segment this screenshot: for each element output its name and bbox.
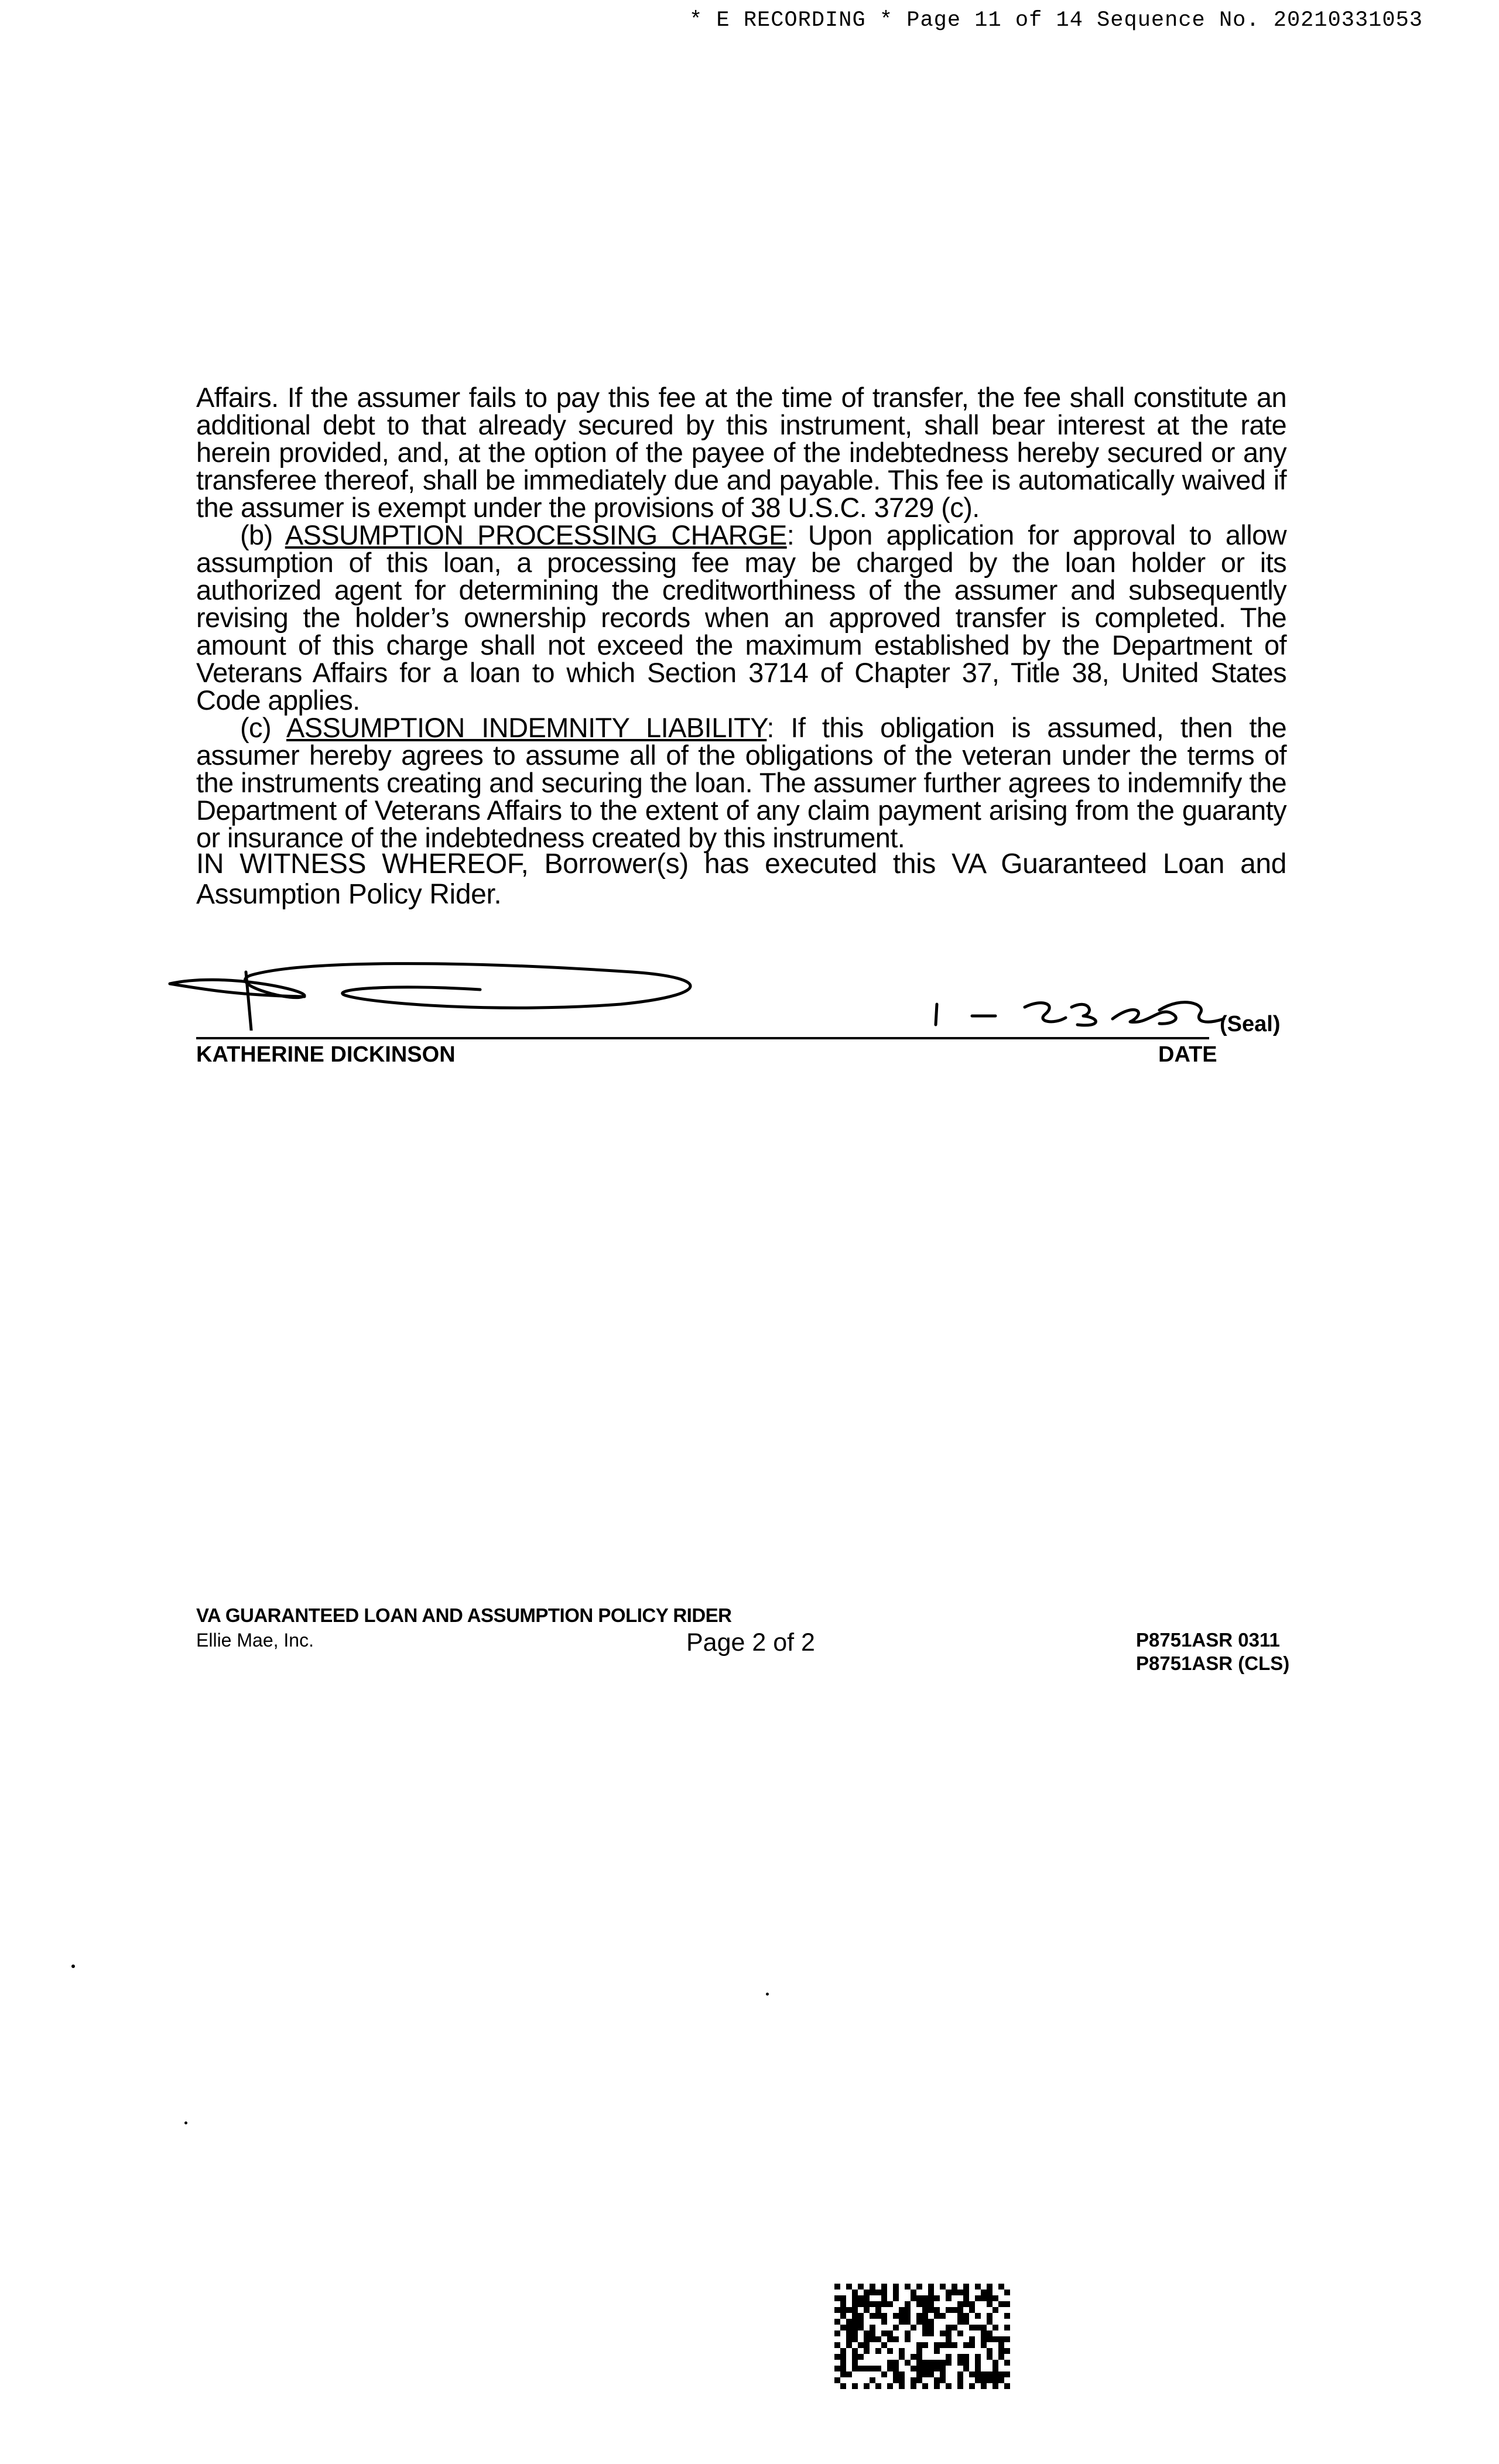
scan-speck bbox=[184, 2121, 187, 2124]
scan-speck bbox=[71, 1965, 75, 1968]
footer-page-number: Page 2 of 2 bbox=[686, 1628, 815, 1657]
signature-line bbox=[196, 1037, 1209, 1039]
2d-barcode-icon bbox=[834, 2284, 1010, 2389]
handwritten-signature bbox=[152, 949, 1300, 1031]
paragraph-prefix: (c) bbox=[240, 712, 286, 743]
witness-statement: IN WITNESS WHEREOF, Borrower(s) has executed this VA Guaranteed Loan and Assumption Policy Rider. bbox=[196, 848, 1286, 910]
paragraph-text: : Upon application for approval to allow assumption of this loan, a processing fee may be charged by the loan holder or its authorized agent for determining the creditworthiness of the assumer and subsequently revising the holder’s ownership records when an approved transfer is completed. The amount of this charge shall not exceed the maximum established by the Department of Veterans Affairs for a loan to which Section 3714 of Chapter 37, Title 38, United States Code applies. bbox=[196, 519, 1286, 716]
paragraph-prefix: (b) bbox=[240, 519, 285, 550]
scan-speck bbox=[766, 1993, 769, 1996]
paragraph-processing-charge bbox=[196, 521, 1286, 714]
paragraph-fee: Affairs. If the assumer fails to pay this fee at the time of transfer, the fee shall constitute an additional debt to that already secured by this instrument, shall bear interest at the rate herein provided, and, at the option of the payee of the indebtedness hereby secured or any transferee thereof, shall be immediately due and payable. This fee is automatically waived if the assumer is exempt under the provisions of 38 U.S.C. 3729 (c). bbox=[196, 382, 1286, 523]
section-heading-indemnity-liability: ASSUMPTION INDEMNITY LIABILITY bbox=[286, 712, 767, 743]
footer-form-title: VA GUARANTEED LOAN AND ASSUMPTION POLICY RIDER bbox=[196, 1604, 732, 1626]
paragraph-indemnity-liability bbox=[196, 714, 1286, 851]
footer-form-code: P8751ASR 0311 bbox=[1136, 1629, 1280, 1651]
date-label: DATE bbox=[1158, 1042, 1217, 1067]
seal-label: (Seal) bbox=[1220, 1012, 1281, 1036]
paragraph-text: : If this obligation is assumed, then the assumer hereby agrees to assume all of the obligations of the veteran under the terms of the instruments creating and securing the loan. The assumer further agrees to indemnify the Department of Veterans Affairs to the extent of any claim payment arising from the guaranty or insurance of the indebtedness created by this instrument. bbox=[196, 712, 1287, 853]
footer-company: Ellie Mae, Inc. bbox=[196, 1630, 314, 1651]
rider-body bbox=[196, 384, 1286, 851]
footer-form-code-cls: P8751ASR (CLS) bbox=[1136, 1652, 1290, 1674]
recording-stamp: * E RECORDING * Page 11 of 14 Sequence No. 20210331053 bbox=[689, 8, 1423, 33]
signer-name: KATHERINE DICKINSON bbox=[196, 1042, 456, 1067]
section-heading-processing-charge: ASSUMPTION PROCESSING CHARGE bbox=[285, 519, 787, 550]
